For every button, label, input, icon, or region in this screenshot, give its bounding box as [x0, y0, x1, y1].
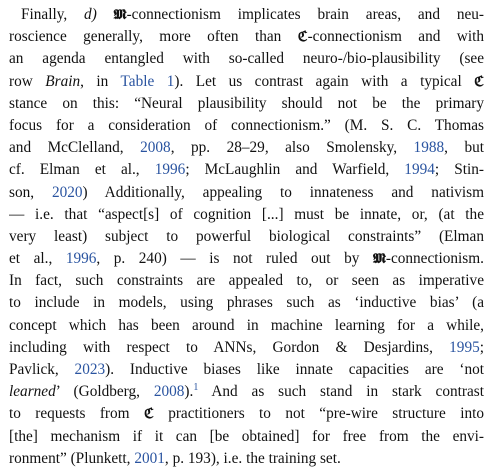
text-segment: , pp. 28–29, also Smolensky,	[170, 139, 414, 157]
citation-link[interactable]: 2020	[51, 183, 83, 201]
text-segment: including with respect to ANNs, Gordon & Desjardins,	[9, 338, 450, 356]
text-segment: an agenda entangled with so-called neuro-/bio-plausibility (see	[9, 50, 484, 68]
text-line	[9, 337, 484, 359]
text-line	[9, 359, 484, 381]
footnote-marker[interactable]: 1	[193, 382, 199, 394]
text-segment: ronment” (Plunkett,	[9, 449, 135, 467]
text-segment: Finally,	[21, 6, 85, 23]
citation-link[interactable]: 2001	[134, 449, 165, 467]
text-segment: [the] mechanism if it can [be obtained] for free from the envi-	[9, 427, 484, 445]
citation-link[interactable]: Table 1	[120, 72, 175, 90]
citation-link[interactable]: 1995	[449, 338, 480, 356]
text-line	[9, 71, 484, 93]
italic-text: learned	[9, 383, 56, 401]
fraktur-symbol: ℭ	[297, 29, 308, 46]
text-segment: , but	[444, 139, 484, 157]
text-segment	[97, 6, 114, 23]
text-segment: And as such stand in stark contrast	[198, 383, 484, 401]
text-segment: ;	[479, 338, 484, 356]
fraktur-symbol: ℭ	[143, 406, 154, 423]
text-segment: stance on this: “Neural plausibility should not be the primary	[9, 94, 484, 112]
text-segment: -connectionism implicates brain areas, and neu-	[126, 6, 484, 23]
text-segment: Pavlick,	[9, 361, 75, 378]
text-line	[9, 204, 484, 226]
fraktur-symbol: ℭ	[474, 73, 484, 90]
text-segment: ; McLaughlin and Warfield,	[185, 161, 405, 179]
citation-link[interactable]: 2008	[153, 383, 185, 401]
text-line	[9, 115, 484, 137]
text-line	[9, 137, 484, 159]
italic-text: Brain	[45, 72, 81, 90]
text-line	[9, 248, 484, 270]
citation-link[interactable]: 1994	[404, 161, 435, 179]
text-line	[9, 4, 484, 26]
text-line	[9, 182, 484, 204]
text-segment: ).	[184, 383, 194, 401]
text-segment: practitioners to not “pre-wire structure into	[153, 405, 484, 423]
fraktur-symbol: 𝕸	[372, 251, 386, 268]
text-segment: , p. 240) — is not ruled out by	[96, 250, 373, 268]
text-line	[9, 93, 484, 115]
text-line	[9, 292, 484, 314]
text-segment: ). Inductive biases like innate capacities are ‘not	[105, 361, 484, 378]
text-segment: et al.,	[9, 250, 66, 268]
citation-link[interactable]: 2023	[74, 361, 106, 378]
text-segment: ’ (Goldberg,	[55, 383, 154, 401]
text-segment: roscience generally, more often than	[9, 28, 298, 46]
text-segment: In fact, such constraints are appealed to, or seen as imperative	[9, 272, 484, 290]
text-line	[9, 159, 484, 181]
text-segment: to requests from	[9, 405, 144, 423]
text-segment: row	[9, 72, 46, 90]
text-line	[9, 448, 484, 470]
text-line	[9, 270, 484, 292]
text-line	[9, 226, 484, 248]
text-segment: — i.e. that “aspect[s] of cognition [...] must be innate, or, (at the	[9, 205, 484, 223]
text-segment: ). Let us contrast again with a typical	[174, 72, 475, 90]
text-segment: to include in models, using phrases such as ‘inductive bias’ (a	[9, 294, 484, 312]
text-segment: focus for a consideration of connectionism.” (M. S. C. Thomas	[9, 116, 484, 134]
text-segment: ; Stin-	[434, 161, 484, 179]
text-segment: concept which has been around in machine learning for a while,	[9, 316, 484, 334]
text-segment: -connectionism.	[385, 250, 484, 268]
text-line	[9, 315, 484, 337]
text-segment: ) Additionally, appealing to innateness and nativism	[82, 183, 484, 201]
text-line	[9, 381, 484, 403]
citation-link[interactable]: 1996	[154, 161, 186, 179]
body-paragraph	[9, 4, 484, 470]
text-line	[9, 26, 484, 48]
citation-link[interactable]: 2008	[140, 139, 171, 157]
text-line	[9, 48, 484, 70]
text-segment: -connectionism and with	[307, 28, 484, 46]
italic-text: d)	[84, 6, 97, 23]
text-segment: cf. Elman et al.,	[9, 161, 155, 179]
text-line	[9, 426, 484, 448]
citation-link[interactable]: 1988	[413, 139, 445, 157]
text-segment: , p. 193), i.e. the training set.	[164, 449, 341, 467]
fraktur-symbol: 𝕸	[113, 7, 127, 23]
citation-link[interactable]: 1996	[65, 250, 97, 268]
text-segment: son,	[9, 183, 52, 201]
text-segment: and McClelland,	[9, 139, 141, 157]
text-segment: very least) subject to powerful biological constraints” (Elman	[9, 227, 484, 245]
text-segment: , in	[80, 72, 121, 90]
text-line	[9, 403, 484, 425]
